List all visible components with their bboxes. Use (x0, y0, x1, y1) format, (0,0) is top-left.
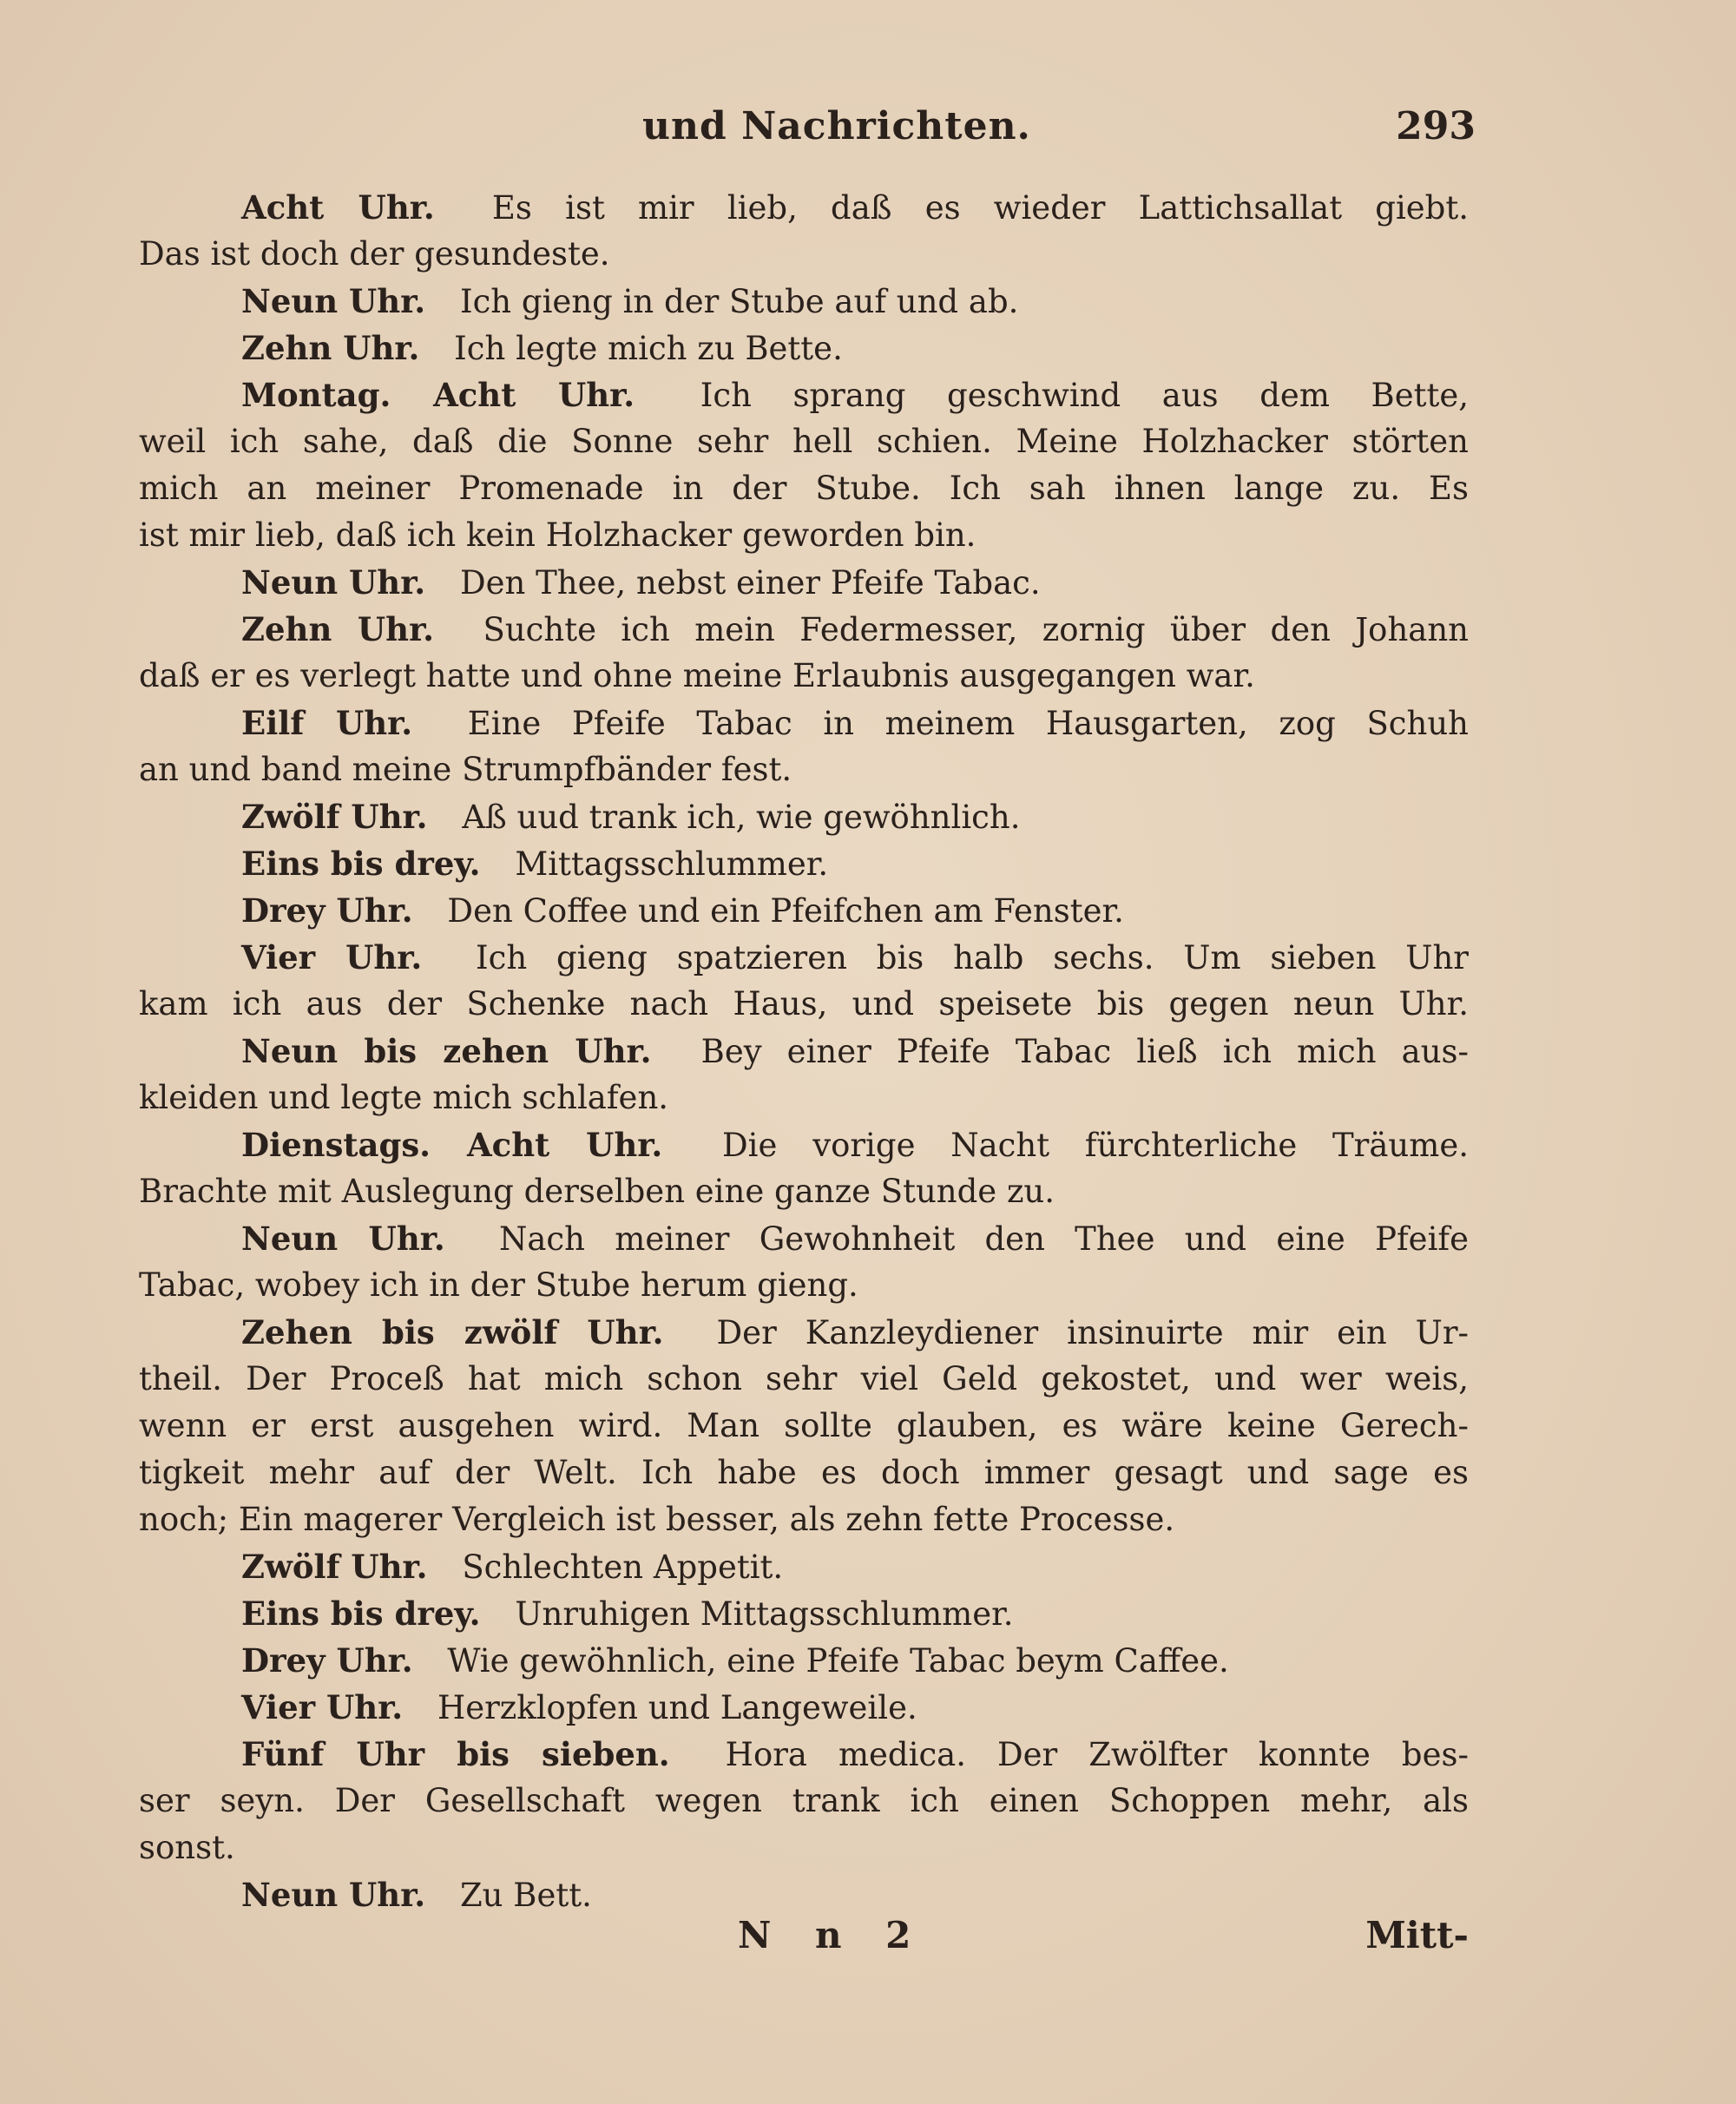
entry-time-heading: Eins bis drey. (241, 1594, 481, 1633)
line-text: ser seyn. Der Gesellschaft wegen trank ich einen Schoppen mehr, als (139, 1782, 1469, 1819)
entry-time-heading: Neun Uhr. (241, 282, 426, 320)
text-line (139, 1403, 1469, 1450)
line-text: Eine Pfeife Tabac in meinem Hausgarten, zog Schuh (467, 705, 1469, 742)
line-text: kleiden und legte mich schlafen. (139, 1079, 669, 1116)
line-text: Schlechten Appetit. (462, 1548, 784, 1586)
entry-time-heading: Zwölf Uhr. (241, 1548, 428, 1586)
line-text: Suchte ich mein Federmesser, zornig über den Johann (483, 611, 1469, 648)
line-text: kam ich aus der Schenke nach Haus, und speisete bis gegen neun Uhr. (139, 985, 1469, 1022)
entry-time-heading: Eins bis drey. (241, 845, 481, 883)
line-text: Tabac, wobey ich in der Stube herum gieng. (139, 1266, 858, 1304)
line-text: Zu Bett. (459, 1877, 592, 1914)
text-line (139, 1731, 1469, 1778)
entry-time-heading: Fünf Uhr bis sieben. (241, 1735, 670, 1773)
entry-time-heading: Drey Uhr. (241, 891, 413, 930)
text-line (139, 700, 1469, 746)
text-line (139, 231, 1469, 278)
line-text: Ich gieng in der Stube auf und ab. (459, 283, 1019, 320)
text-line (139, 1121, 1469, 1168)
page-body-text (139, 184, 1469, 1918)
line-text: wenn er erst ausgehen wird. Man sollte glauben, es wäre keine Gerech- (139, 1407, 1469, 1444)
text-line (139, 1543, 1469, 1590)
line-text: Den Coffee und ein Pfeifchen am Fenster. (447, 892, 1124, 930)
text-line (139, 1825, 1469, 1871)
entry-time-heading: Neun Uhr. (241, 563, 426, 602)
line-text: Wie gewöhnlich, eine Pfeife Tabac beym Caffee. (447, 1642, 1229, 1680)
text-line (139, 1450, 1469, 1496)
line-text: mich an meiner Promenade in der Stube. Ich sah ihnen lange zu. Es (139, 470, 1469, 507)
text-line (139, 653, 1469, 700)
text-line (139, 1215, 1469, 1262)
line-text: tigkeit mehr auf der Welt. Ich habe es doch immer gesagt und sage es (139, 1454, 1469, 1491)
entry-time-heading: Drey Uhr. (241, 1641, 413, 1680)
line-text: Das ist doch der gesundeste. (139, 235, 610, 273)
entry-time-heading: Montag. Acht Uhr. (241, 376, 635, 414)
entry-time-heading: Eilf Uhr. (241, 704, 413, 742)
line-text: Es ist mir lieb, daß es wieder Lattichsallat giebt. (491, 189, 1469, 227)
line-text: Brachte mit Auslegung derselben eine ganze Stunde zu. (139, 1173, 1055, 1210)
line-text: an und band meine Strumpfbänder fest. (139, 751, 792, 788)
line-text: Ich gieng spatzieren bis halb sechs. Um sieben Uhr (476, 939, 1469, 976)
catchword: Mitt- (1365, 1914, 1469, 1956)
entry-time-heading: Neun Uhr. (241, 1220, 445, 1258)
line-text: ist mir lieb, daß ich kein Holzhacker geworden bin. (139, 516, 976, 554)
text-line (139, 325, 1469, 371)
text-line (139, 1309, 1469, 1356)
signature-mark: N n 2 (738, 1914, 927, 1956)
page-number: 293 (1396, 104, 1476, 148)
text-line (139, 1028, 1469, 1075)
text-line (139, 1590, 1469, 1637)
text-line (139, 1496, 1469, 1543)
line-text: sonst. (139, 1829, 235, 1866)
text-line (139, 371, 1469, 418)
text-line (139, 512, 1469, 559)
line-text: Der Kanzleydiener insinuirte mir ein Ur- (716, 1314, 1469, 1351)
text-line (139, 1168, 1469, 1215)
page-header (642, 104, 1476, 165)
text-line (139, 981, 1469, 1028)
entry-time-heading: Zwölf Uhr. (241, 798, 428, 836)
line-text: theil. Der Proceß hat mich schon sehr viel Geld gekostet, und wer weis, (139, 1360, 1469, 1397)
text-line (139, 1684, 1469, 1731)
text-line (139, 1075, 1469, 1121)
entry-time-heading: Vier Uhr. (241, 1688, 404, 1726)
entry-time-heading: Dienstags. Acht Uhr. (241, 1126, 663, 1164)
text-line (139, 278, 1469, 325)
text-line (139, 606, 1469, 653)
line-text: daß er es verlegt hatte und ohne meine Erlaubnis ausgegangen war. (139, 657, 1255, 694)
text-line (139, 887, 1469, 934)
entry-time-heading: Neun Uhr. (241, 1876, 426, 1914)
entry-time-heading: Vier Uhr. (241, 938, 423, 976)
text-line (139, 840, 1469, 887)
text-line (139, 793, 1469, 840)
entry-time-heading: Neun bis zehen Uhr. (241, 1032, 652, 1070)
line-text: Ich legte mich zu Bette. (454, 330, 843, 367)
page-footer (139, 1914, 1469, 1966)
text-line (139, 1871, 1469, 1918)
line-text: noch; Ein magerer Vergleich ist besser, als zehn fette Processe. (139, 1501, 1175, 1538)
text-line (139, 559, 1469, 606)
line-text: Nach meiner Gewohnheit den Thee und eine Pfeife (498, 1220, 1469, 1258)
text-line (139, 465, 1469, 512)
line-text: Unruhigen Mittagsschlummer. (515, 1595, 1014, 1633)
line-text: Ich sprang geschwind aus dem Bette, (700, 377, 1469, 414)
text-line (139, 184, 1469, 231)
text-line (139, 1778, 1469, 1825)
text-line (139, 1637, 1469, 1684)
text-line (139, 1356, 1469, 1403)
entry-time-heading: Acht Uhr. (241, 188, 435, 227)
line-text: Den Thee, nebst einer Pfeife Tabac. (459, 564, 1041, 602)
entry-time-heading: Zehen bis zwölf Uhr. (241, 1313, 664, 1351)
entry-time-heading: Zehn Uhr. (241, 610, 435, 648)
text-line (139, 1262, 1469, 1309)
text-line (139, 746, 1469, 793)
entry-time-heading: Zehn Uhr. (241, 329, 420, 367)
running-title: und Nachrichten. (642, 104, 1031, 148)
line-text: weil ich sahe, daß die Sonne sehr hell schien. Meine Holzhacker störten (139, 423, 1469, 460)
line-text: Bey einer Pfeife Tabac ließ ich mich aus- (700, 1033, 1469, 1070)
line-text: Herzklopfen und Langeweile. (437, 1689, 917, 1726)
line-text: Hora medica. Der Zwölfter konnte bes- (725, 1736, 1469, 1773)
line-text: Die vorige Nacht fürchterliche Träume. (722, 1127, 1469, 1164)
text-line (139, 418, 1469, 465)
line-text: Aß uud trank ich, wie gewöhnlich. (462, 799, 1021, 836)
line-text: Mittagsschlummer. (515, 845, 829, 883)
text-line (139, 934, 1469, 981)
